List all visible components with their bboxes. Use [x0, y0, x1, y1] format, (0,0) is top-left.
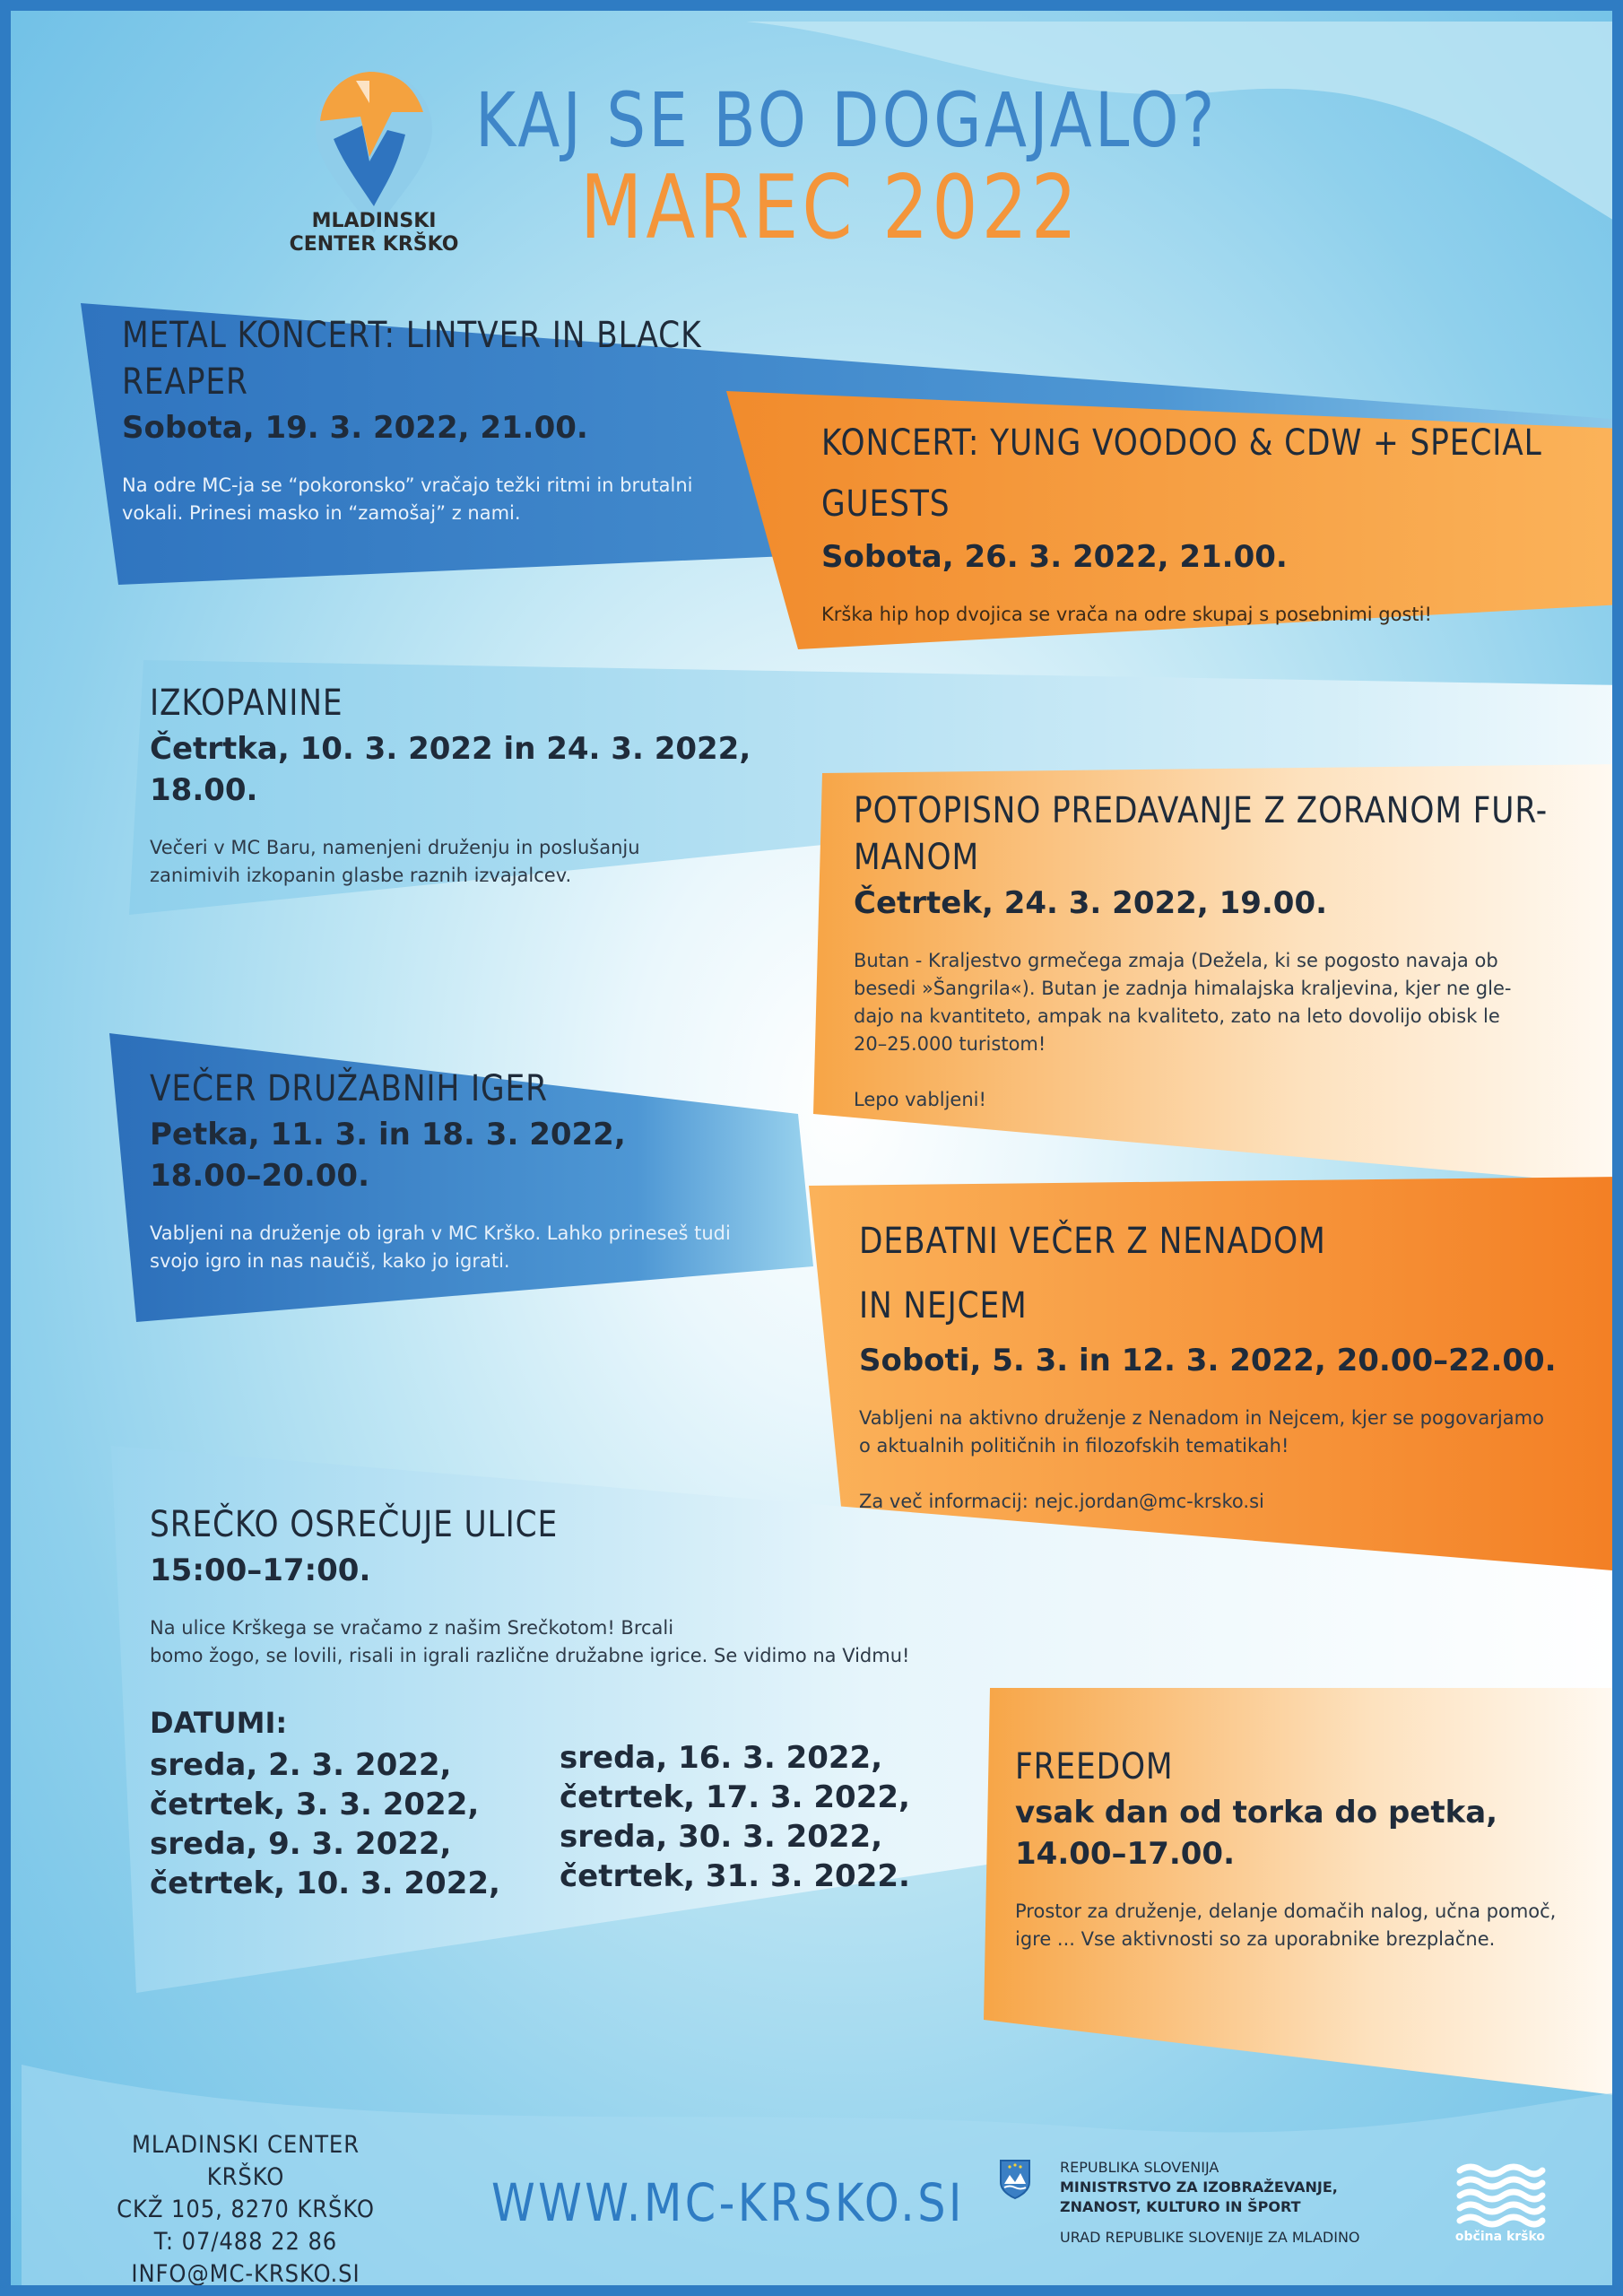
event-title-line: FREEDOM	[1015, 1746, 1174, 1787]
footer-address	[93, 2129, 398, 2291]
event-description: Prostor za druženje, delanje domačih nalog, učna pomoč, igre ... Vse aktivnosti so za uporabnike brezplačne.	[1015, 1900, 1557, 1950]
footer-ministry	[1060, 2158, 1360, 2248]
logo-line-1: MLADINSKI	[311, 210, 437, 232]
event-title	[1015, 1744, 1607, 1790]
event-date: 15:00–17:00.	[150, 1552, 371, 1588]
event-title-line: KONCERT: YUNG VOODOO & CDW + SPECIAL	[821, 422, 1542, 464]
footer-address-line: MLADINSKI CENTER KRŠKO	[132, 2131, 360, 2191]
dates-label: DATUMI:	[150, 1706, 288, 1740]
event-title-line: GUESTS	[821, 483, 950, 525]
event-title-line: POTOPISNO PREDAVANJE Z ZORANOM FUR-	[854, 790, 1548, 831]
footer-email[interactable]: INFO@MC-KRSKO.SI	[131, 2260, 360, 2288]
event-title	[122, 312, 741, 405]
date-item: četrtek, 31. 3. 2022.	[560, 1858, 910, 1894]
ministry-line: REPUBLIKA SLOVENIJA	[1060, 2159, 1219, 2176]
slovenia-crest-icon	[999, 2159, 1031, 2200]
footer-website-link[interactable]: WWW.MC-KRSKO.SI	[491, 2172, 965, 2233]
event-title	[150, 1065, 795, 1112]
ministry-line: MINISTRSTVO ZA IZOBRAŽEVANJE,	[1060, 2179, 1338, 2196]
logo-text	[289, 210, 459, 257]
ministry-line: ZNANOST, KULTURO IN ŠPORT	[1060, 2198, 1301, 2215]
event-date-line: vsak dan od torka do petka,	[1015, 1795, 1498, 1831]
date-item: sreda, 2. 3. 2022,	[150, 1747, 452, 1783]
footer-address-line: CKŽ 105, 8270 KRŠKO	[117, 2196, 375, 2223]
event-description: Večeri v MC Baru, namenjeni druženju in poslušanju zanimivih izkopanin glasbe raznih izvajalcev.	[150, 837, 640, 886]
event-date	[150, 1114, 795, 1196]
logo-line-2: CENTER KRŠKO	[289, 233, 459, 256]
event-date-line: 14.00–17.00.	[1015, 1836, 1236, 1872]
event-metal-koncert	[122, 312, 741, 527]
page-month: MAREC 2022	[580, 157, 1081, 259]
event-title-line: IN NEJCEM	[859, 1285, 1028, 1326]
event-date: Sobota, 19. 3. 2022, 21.00.	[122, 410, 588, 446]
event-izkopanine	[150, 680, 795, 890]
event-description: Vabljeni na aktivno druženje z Nenadom in Nejcem, kjer se pogovarjamo o aktualnih političnih in filozofskih tematikah! Za več informacij: nejc.jordan@mc-krsko.si	[859, 1407, 1544, 1512]
event-srecko-osrecuje-ulice	[150, 1501, 957, 1670]
event-title	[150, 1501, 957, 1548]
event-date: Sobota, 26. 3. 2022, 21.00.	[821, 539, 1288, 575]
event-vecer-druzabnih-iger	[150, 1065, 795, 1275]
date-item: četrtek, 3. 3. 2022,	[150, 1787, 480, 1822]
event-date-line: 18.00–20.00.	[150, 1158, 370, 1194]
event-title	[854, 787, 1598, 881]
event-title-line: VEČER DRUŽABNIH IGER	[150, 1068, 548, 1109]
event-title	[821, 413, 1610, 535]
event-date	[150, 728, 795, 811]
ministry-office: URAD REPUBLIKE SLOVENIJE ZA MLADINO	[1060, 2229, 1360, 2246]
date-item: sreda, 16. 3. 2022,	[560, 1740, 883, 1776]
event-date-line: Petka, 11. 3. in 18. 3. 2022,	[150, 1117, 626, 1152]
date-item: četrtek, 17. 3. 2022,	[560, 1779, 910, 1815]
date-item: sreda, 9. 3. 2022,	[150, 1826, 452, 1862]
event-title	[859, 1209, 1603, 1338]
event-title-line: DEBATNI VEČER Z NENADOM	[859, 1221, 1326, 1262]
event-description: Na ulice Krškega se vračamo z našim Srečkotom! Brcali bomo žogo, se lovili, risali in igrali različne družabne igrice. Se vidimo na Vidmu!	[150, 1617, 910, 1666]
event-title-line: REAPER	[122, 361, 248, 403]
obcina-krsko-label: občina krško	[1454, 2230, 1546, 2244]
event-debatni-vecer	[859, 1209, 1603, 1516]
event-title-line: MANOM	[854, 837, 980, 878]
event-date-line: Četrtka, 10. 3. 2022 in 24. 3. 2022,	[150, 731, 751, 767]
event-title	[150, 680, 795, 726]
event-yung-voodoo-koncert	[821, 413, 1610, 629]
page-title: KAJ SE BO DOGAJALO?	[475, 76, 1218, 164]
dates-column-2	[560, 1738, 910, 1896]
event-description: Vabljeni na druženje ob igrah v MC Krško. Lahko prineseš tudi svojo igro in nas naučiš, kako jo igrati.	[150, 1222, 731, 1272]
date-item: sreda, 30. 3. 2022,	[560, 1819, 883, 1855]
date-item: četrtek, 10. 3. 2022,	[150, 1866, 500, 1901]
event-title-line: SREČKO OSREČUJE ULICE	[150, 1504, 559, 1545]
event-description: Na odre MC-ja se “pokoronsko” vračajo težki ritmi in brutalni vokali. Prinesi masko in “zamošaj” z nami.	[122, 474, 693, 524]
event-freedom	[1015, 1744, 1607, 1953]
event-date: Soboti, 5. 3. in 12. 3. 2022, 20.00–22.00.	[859, 1343, 1557, 1378]
event-date	[1015, 1792, 1607, 1874]
dates-column-1	[150, 1745, 500, 1903]
footer-phone: T: 07/488 22 86	[153, 2228, 338, 2256]
event-description: Krška hip hop dvojica se vrača na odre skupaj s posebnimi gosti!	[821, 604, 1432, 625]
event-date-line: 18.00.	[150, 772, 258, 808]
event-title-line: IZKOPANINE	[150, 683, 343, 724]
event-title-line: METAL KONCERT: LINTVER IN BLACK	[122, 315, 702, 356]
event-date: Četrtek, 24. 3. 2022, 19.00.	[854, 885, 1328, 921]
event-potopisno-predavanje	[854, 787, 1598, 1114]
event-description: Butan - Kraljestvo grmečega zmaja (Dežela, ki se pogosto navaja ob besedi »Šangrila«). Butan je zadnja himalajska kraljevina, kjer ne gle- dajo na kvantiteto, ampak na kvaliteto, zato na leto dovolijo obisk le 20–25.000 turistom! Lepo vabljeni!	[854, 950, 1512, 1110]
